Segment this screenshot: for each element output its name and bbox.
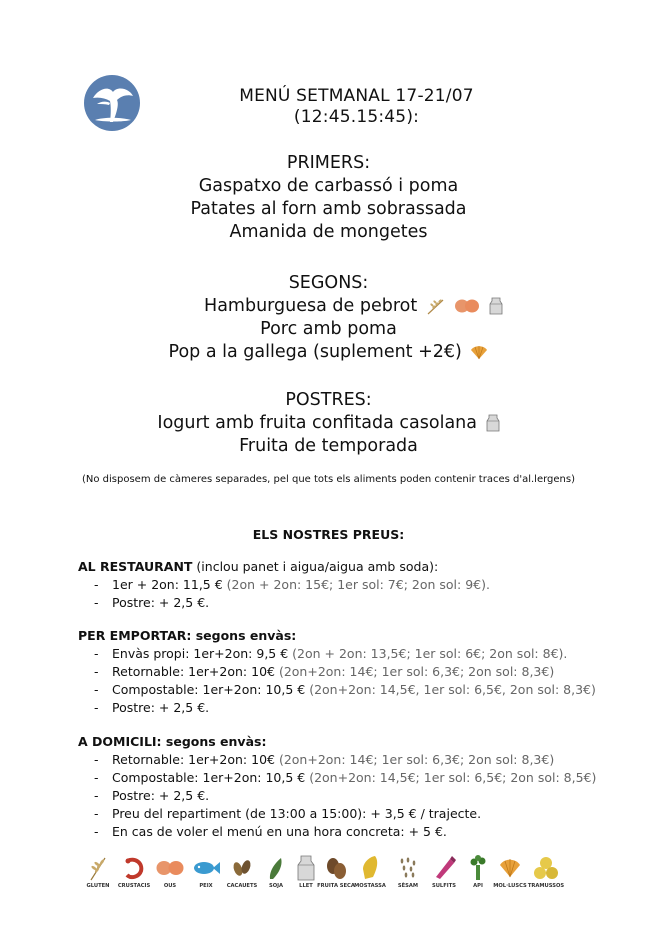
gluten-icon [426,297,446,315]
gluten-icon [87,855,109,881]
milk-icon [297,855,315,881]
segons-item-label: Pop a la gallega (suplement +2€) [168,342,462,362]
legend-label: TRAMUSSOS [527,883,565,889]
legend-item-gluten [78,855,118,889]
takeaway-heading: PER EMPORTAR: segons envàs: [78,628,297,643]
segons-heading: SEGONS: [288,273,369,293]
legend-item-sesam [388,855,428,889]
price-row [78,576,638,594]
price-detail: (2on + 2on: 15€; 1er sol: 7€; 2on sol: 9€). [222,577,490,592]
legend-item-peix [186,855,226,889]
segons-item-label: Hamburguesa de pebrot [204,296,418,316]
bullet-dash: - [94,664,99,679]
legend-item-molluscs [490,855,530,889]
sesame-icon [396,855,420,881]
restaurant-heading-label: AL RESTAURANT [78,559,193,574]
segons-item: Porc amb poma [260,319,397,339]
prices-title: ELS NOSTRES PREUS: [252,527,405,542]
sulphites-icon [432,855,456,881]
postres-section [0,389,657,458]
price-main: En cas de voler el menú en una hora concreta: + 5 €. [112,824,447,839]
price-main: Retornable: 1er+2on: 10€ [112,752,275,767]
legend-label: MOSTASSA [354,883,386,889]
restaurant-heading [78,558,638,576]
price-row [78,594,638,612]
delivery-heading: A DOMICILI: segons envàs: [78,734,267,749]
segons-item [0,295,657,318]
mollusc-icon [498,855,522,881]
legend-label: OUS [163,883,177,889]
bullet-dash: - [94,646,99,661]
peanut-icon [229,855,255,881]
allergen-note: (No disposem de càmeres separades, pel que tots els aliments poden contenir traces d'al.lergens) [81,474,576,485]
legend-label: PEIX [199,883,213,889]
price-detail: (2on+2on: 14€; 1er sol: 6,3€; 2on sol: 8,3€) [274,752,555,767]
legend-item-mostassa [350,855,390,889]
price-main: Envàs propi: 1er+2on: 9,5 € [112,646,289,661]
bullet-dash: - [94,700,99,715]
price-main: Postre: + 2,5 €. [112,788,210,803]
legend-label: SÈSAM [397,883,419,889]
legend-label: FRUITA SECA [317,883,355,889]
legend-label: CACAUETS [226,883,258,889]
legend-label: GLUTEN [86,883,110,889]
restaurant-prices [78,558,638,612]
legend-label: SOJA [268,883,284,889]
restaurant-heading-sub: (inclou panet i aigua/aigua amb soda): [192,559,439,574]
crustacean-icon [121,855,147,881]
bullet-dash: - [94,752,99,767]
lupin-icon [532,855,560,881]
legend-label: MOL·LUSCS [493,883,527,889]
bullet-dash: - [94,824,99,839]
price-row [78,699,638,717]
primers-item: Patates al forn amb sobrassada [190,199,467,219]
price-detail: (2on+2on: 14€; 1er sol: 6,3€; 2on sol: 8,3€) [274,664,555,679]
price-main: Retornable: 1er+2on: 10€ [112,664,275,679]
legend-item-tramussos [526,855,566,889]
milk-icon [486,414,500,432]
bullet-dash: - [94,788,99,803]
menu-title: MENÚ SETMANAL 17-21/07 [239,86,474,106]
price-row [78,769,638,787]
soy-icon [265,855,287,881]
mollusc-icon [470,344,488,360]
bullet-dash: - [94,806,99,821]
nut-icon [324,855,348,881]
milk-icon [489,297,503,315]
eggs-icon [454,298,480,314]
price-row [78,645,638,663]
primers-section [0,152,657,244]
price-row [78,805,638,823]
menu-hours: (12:45.15:45): [293,107,420,127]
price-row [78,681,638,699]
primers-item: Gaspatxo de carbassó i poma [198,176,459,196]
segons-section [0,272,657,364]
price-row [78,751,638,769]
price-main: Preu del repartiment (de 13:00 a 15:00): + 3,5 € / trajecte. [112,806,482,821]
bullet-dash: - [94,770,99,785]
postres-heading: POSTRES: [285,390,372,410]
allergen-legend [78,855,578,903]
price-main: Compostable: 1er+2on: 10,5 € [112,682,306,697]
legend-label: CRUSTACIS [117,883,151,889]
price-main: Postre: + 2,5 €. [112,700,210,715]
legend-label: LLET [299,883,313,889]
legend-item-crustacis [114,855,154,889]
eggs-icon [155,855,185,881]
price-main: 1er + 2on: 11,5 € [112,577,223,592]
fish-icon [191,855,221,881]
celery-icon [468,855,488,881]
legend-label: SULFITS [431,883,456,889]
price-detail: (2on + 2on: 13,5€; 1er sol: 6€; 2on sol: 8€). [288,646,568,661]
bullet-dash: - [94,595,99,610]
price-main: Compostable: 1er+2on: 10,5 € [112,770,306,785]
price-row [78,787,638,805]
price-main: Postre: + 2,5 €. [112,595,210,610]
postres-item [0,412,657,435]
postres-item: Fruita de temporada [239,436,418,456]
price-detail: (2on+2on: 14,5€; 1er sol: 6,5€; 2on sol: 8,5€) [305,770,597,785]
delivery-prices [78,733,638,841]
bullet-dash: - [94,682,99,697]
price-detail: (2on+2on: 14,5€, 1er sol: 6,5€, 2on sol: 8,3€) [305,682,596,697]
price-row [78,663,638,681]
takeaway-prices [78,627,638,717]
mustard-icon [359,855,381,881]
legend-label: API [473,883,483,889]
legend-item-ous [150,855,190,889]
bullet-dash: - [94,577,99,592]
price-row [78,823,638,841]
primers-item: Amanida de mongetes [229,222,428,242]
postres-item-label: Iogurt amb fruita confitada casolana [157,413,477,433]
primers-heading: PRIMERS: [286,153,371,173]
segons-item [0,341,657,364]
